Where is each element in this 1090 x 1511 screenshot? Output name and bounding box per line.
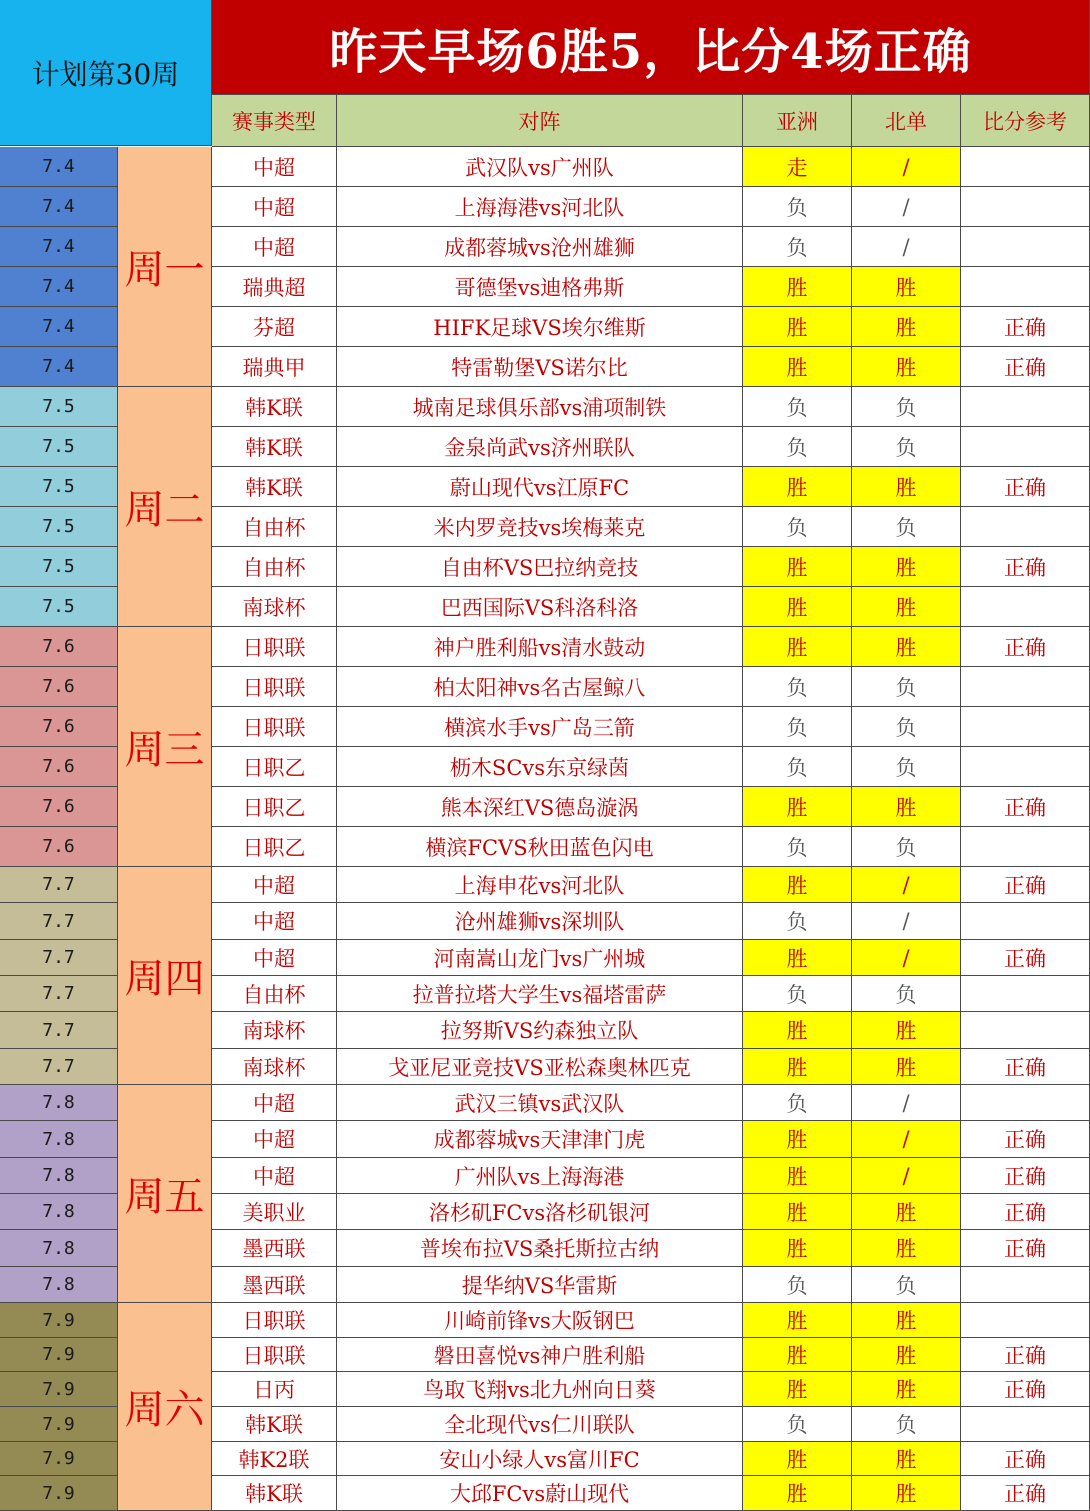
row-date: 7.8 <box>0 1194 118 1230</box>
result-banner: 昨天早场6胜5，比分4场正确 <box>212 0 1090 95</box>
row-league: 韩K联 <box>212 1476 337 1511</box>
row-score-ref: 正确 <box>961 307 1090 347</box>
row-asia-result: 胜 <box>743 1442 852 1476</box>
row-match: 磐田喜悦vs神户胜利船 <box>337 1338 743 1372</box>
row-beidan-result: 负 <box>852 667 961 707</box>
row-score-ref <box>961 1012 1090 1049</box>
row-match: 沧州雄狮vs深圳队 <box>337 903 743 940</box>
row-league: 韩K联 <box>212 427 337 467</box>
row-score-ref: 正确 <box>961 787 1090 827</box>
column-header-score-ref: 比分参考 <box>961 95 1090 147</box>
row-date: 7.8 <box>0 1121 118 1158</box>
row-date: 7.4 <box>0 147 118 187</box>
row-match: 洛杉矶FCvs洛杉矶银河 <box>337 1194 743 1230</box>
row-league: 瑞典甲 <box>212 347 337 387</box>
row-asia-result: 负 <box>743 1267 852 1303</box>
row-asia-result: 胜 <box>743 940 852 976</box>
row-match: 城南足球俱乐部vs浦项制铁 <box>337 387 743 427</box>
row-league: 芬超 <box>212 307 337 347</box>
row-league: 韩K联 <box>212 1407 337 1442</box>
row-date: 7.5 <box>0 467 118 507</box>
row-date: 7.6 <box>0 827 118 867</box>
row-score-ref: 正确 <box>961 1230 1090 1267</box>
row-asia-result: 负 <box>743 747 852 787</box>
row-score-ref <box>961 587 1090 627</box>
row-asia-result: 负 <box>743 427 852 467</box>
row-asia-result: 负 <box>743 707 852 747</box>
row-score-ref <box>961 387 1090 427</box>
row-date: 7.4 <box>0 227 118 267</box>
row-date: 7.7 <box>0 940 118 976</box>
row-asia-result: 胜 <box>743 1194 852 1230</box>
row-beidan-result: 负 <box>852 507 961 547</box>
row-league: 南球杯 <box>212 1012 337 1049</box>
row-asia-result: 胜 <box>743 867 852 903</box>
row-date: 7.6 <box>0 787 118 827</box>
row-match: 拉普拉塔大学生vs福塔雷萨 <box>337 976 743 1012</box>
row-league: 中超 <box>212 1121 337 1158</box>
row-asia-result: 负 <box>743 387 852 427</box>
row-date: 7.6 <box>0 707 118 747</box>
row-asia-result: 胜 <box>743 1230 852 1267</box>
row-league: 自由杯 <box>212 976 337 1012</box>
row-score-ref <box>961 227 1090 267</box>
row-beidan-result: 胜 <box>852 1338 961 1372</box>
plan-week-label: 计划第30周 <box>0 0 212 146</box>
row-beidan-result: / <box>852 867 961 903</box>
row-asia-result: 胜 <box>743 1338 852 1372</box>
row-score-ref: 正确 <box>961 627 1090 667</box>
row-score-ref: 正确 <box>961 1121 1090 1158</box>
row-match: 戈亚尼亚竞技VS亚松森奥林匹克 <box>337 1049 743 1085</box>
row-league: 中超 <box>212 187 337 227</box>
row-match: 成都蓉城vs天津津门虎 <box>337 1121 743 1158</box>
weekday-label: 周五 <box>118 1085 212 1303</box>
row-match: 神户胜利船vs清水鼓动 <box>337 627 743 667</box>
row-match: 横滨FCVS秋田蓝色闪电 <box>337 827 743 867</box>
row-beidan-result: 负 <box>852 976 961 1012</box>
row-league: 南球杯 <box>212 1049 337 1085</box>
row-score-ref <box>961 507 1090 547</box>
row-score-ref: 正确 <box>961 1338 1090 1372</box>
row-league: 日职联 <box>212 707 337 747</box>
row-date: 7.9 <box>0 1476 118 1511</box>
row-beidan-result: 胜 <box>852 1049 961 1085</box>
weekday-label: 周四 <box>118 867 212 1085</box>
row-score-ref: 正确 <box>961 1194 1090 1230</box>
row-beidan-result: 胜 <box>852 1372 961 1407</box>
row-date: 7.4 <box>0 267 118 307</box>
row-league: 中超 <box>212 867 337 903</box>
row-date: 7.7 <box>0 903 118 940</box>
row-league: 日丙 <box>212 1372 337 1407</box>
row-asia-result: 胜 <box>743 587 852 627</box>
weekday-label: 周三 <box>118 627 212 867</box>
column-header-type: 赛事类型 <box>212 95 337 147</box>
row-date: 7.9 <box>0 1407 118 1442</box>
row-league: 韩K联 <box>212 467 337 507</box>
row-score-ref: 正确 <box>961 467 1090 507</box>
row-score-ref <box>961 1085 1090 1121</box>
row-match: 上海申花vs河北队 <box>337 867 743 903</box>
row-match: 枥木SCvs东京绿茵 <box>337 747 743 787</box>
row-match: 普埃布拉VS桑托斯拉古纳 <box>337 1230 743 1267</box>
row-league: 日职联 <box>212 627 337 667</box>
row-date: 7.5 <box>0 547 118 587</box>
row-asia-result: 负 <box>743 827 852 867</box>
row-date: 7.4 <box>0 307 118 347</box>
row-date: 7.6 <box>0 667 118 707</box>
row-score-ref <box>961 827 1090 867</box>
row-score-ref <box>961 427 1090 467</box>
row-score-ref: 正确 <box>961 1049 1090 1085</box>
row-score-ref: 正确 <box>961 347 1090 387</box>
row-league: 中超 <box>212 903 337 940</box>
row-date: 7.6 <box>0 747 118 787</box>
weekday-label: 周一 <box>118 147 212 387</box>
row-match: 安山小绿人vs富川FC <box>337 1442 743 1476</box>
row-beidan-result: 胜 <box>852 1476 961 1511</box>
row-asia-result: 胜 <box>743 267 852 307</box>
row-league: 中超 <box>212 940 337 976</box>
row-asia-result: 胜 <box>743 1158 852 1194</box>
row-match: 川崎前锋vs大阪钢巴 <box>337 1303 743 1338</box>
row-league: 自由杯 <box>212 507 337 547</box>
row-asia-result: 负 <box>743 1407 852 1442</box>
row-asia-result: 胜 <box>743 467 852 507</box>
row-match: 自由杯VS巴拉纳竞技 <box>337 547 743 587</box>
row-asia-result: 负 <box>743 976 852 1012</box>
row-date: 7.5 <box>0 507 118 547</box>
row-score-ref: 正确 <box>961 1476 1090 1511</box>
row-beidan-result: / <box>852 940 961 976</box>
row-beidan-result: 负 <box>852 427 961 467</box>
row-league: 中超 <box>212 147 337 187</box>
row-league: 日职联 <box>212 1303 337 1338</box>
row-beidan-result: 胜 <box>852 787 961 827</box>
row-date: 7.8 <box>0 1230 118 1267</box>
row-match: 巴西国际VS科洛科洛 <box>337 587 743 627</box>
row-league: 日职乙 <box>212 787 337 827</box>
row-asia-result: 负 <box>743 187 852 227</box>
row-asia-result: 负 <box>743 227 852 267</box>
row-match: 鸟取飞翔vs北九州向日葵 <box>337 1372 743 1407</box>
row-match: 广州队vs上海海港 <box>337 1158 743 1194</box>
row-league: 南球杯 <box>212 587 337 627</box>
row-league: 日职联 <box>212 667 337 707</box>
row-match: 拉努斯VS约森独立队 <box>337 1012 743 1049</box>
row-asia-result: 负 <box>743 667 852 707</box>
row-league: 日职乙 <box>212 827 337 867</box>
row-beidan-result: 胜 <box>852 1012 961 1049</box>
row-asia-result: 胜 <box>743 347 852 387</box>
row-match: 金泉尚武vs济州联队 <box>337 427 743 467</box>
row-asia-result: 胜 <box>743 1476 852 1511</box>
row-beidan-result: 胜 <box>852 347 961 387</box>
row-match: 成都蓉城vs沧州雄狮 <box>337 227 743 267</box>
row-score-ref <box>961 1303 1090 1338</box>
row-match: 柏太阳神vs名古屋鲸八 <box>337 667 743 707</box>
row-date: 7.8 <box>0 1267 118 1303</box>
row-score-ref: 正确 <box>961 1442 1090 1476</box>
row-beidan-result: 胜 <box>852 1303 961 1338</box>
row-league: 日职联 <box>212 1338 337 1372</box>
row-asia-result: 胜 <box>743 1049 852 1085</box>
row-beidan-result: 负 <box>852 747 961 787</box>
row-league: 自由杯 <box>212 547 337 587</box>
row-league: 韩K联 <box>212 387 337 427</box>
row-date: 7.8 <box>0 1158 118 1194</box>
row-league: 中超 <box>212 1158 337 1194</box>
row-date: 7.8 <box>0 1085 118 1121</box>
row-beidan-result: 胜 <box>852 267 961 307</box>
row-asia-result: 负 <box>743 507 852 547</box>
row-date: 7.5 <box>0 587 118 627</box>
row-beidan-result: / <box>852 1158 961 1194</box>
row-date: 7.9 <box>0 1338 118 1372</box>
row-score-ref <box>961 147 1090 187</box>
row-score-ref: 正确 <box>961 1158 1090 1194</box>
row-league: 墨西联 <box>212 1267 337 1303</box>
row-match: 米内罗竞技vs埃梅莱克 <box>337 507 743 547</box>
row-beidan-result: 胜 <box>852 587 961 627</box>
row-score-ref <box>961 707 1090 747</box>
row-match: 熊本深红VS德岛漩涡 <box>337 787 743 827</box>
row-league: 瑞典超 <box>212 267 337 307</box>
row-beidan-result: 胜 <box>852 467 961 507</box>
row-league: 美职业 <box>212 1194 337 1230</box>
row-asia-result: 胜 <box>743 307 852 347</box>
row-date: 7.7 <box>0 1049 118 1085</box>
row-beidan-result: 负 <box>852 827 961 867</box>
row-match: 特雷勒堡VS诺尔比 <box>337 347 743 387</box>
row-score-ref: 正确 <box>961 547 1090 587</box>
row-date: 7.9 <box>0 1372 118 1407</box>
row-beidan-result: 负 <box>852 1407 961 1442</box>
row-beidan-result: / <box>852 903 961 940</box>
weekday-label: 周六 <box>118 1303 212 1511</box>
row-asia-result: 胜 <box>743 1372 852 1407</box>
row-beidan-result: / <box>852 227 961 267</box>
row-beidan-result: 胜 <box>852 1194 961 1230</box>
row-beidan-result: 胜 <box>852 307 961 347</box>
row-score-ref <box>961 187 1090 227</box>
column-header-asia: 亚洲 <box>743 95 852 147</box>
row-asia-result: 胜 <box>743 547 852 587</box>
row-match: 上海海港vs河北队 <box>337 187 743 227</box>
row-score-ref <box>961 976 1090 1012</box>
row-match: 横滨水手vs广岛三箭 <box>337 707 743 747</box>
row-asia-result: 走 <box>743 147 852 187</box>
row-beidan-result: 胜 <box>852 1230 961 1267</box>
row-match: 武汉队vs广州队 <box>337 147 743 187</box>
row-score-ref <box>961 903 1090 940</box>
column-header-beidan: 北单 <box>852 95 961 147</box>
row-beidan-result: 负 <box>852 707 961 747</box>
row-asia-result: 胜 <box>743 627 852 667</box>
row-asia-result: 负 <box>743 1085 852 1121</box>
row-asia-result: 胜 <box>743 1121 852 1158</box>
row-date: 7.7 <box>0 1012 118 1049</box>
weekday-label: 周二 <box>118 387 212 627</box>
row-match: 提华纳VS华雷斯 <box>337 1267 743 1303</box>
row-score-ref: 正确 <box>961 1372 1090 1407</box>
row-beidan-result: 胜 <box>852 627 961 667</box>
row-match: 武汉三镇vs武汉队 <box>337 1085 743 1121</box>
row-beidan-result: / <box>852 1085 961 1121</box>
row-score-ref <box>961 267 1090 307</box>
column-header-match: 对阵 <box>337 95 743 147</box>
row-score-ref: 正确 <box>961 940 1090 976</box>
row-score-ref <box>961 667 1090 707</box>
row-league: 墨西联 <box>212 1230 337 1267</box>
row-date: 7.4 <box>0 187 118 227</box>
row-score-ref <box>961 747 1090 787</box>
row-beidan-result: 胜 <box>852 547 961 587</box>
row-date: 7.4 <box>0 347 118 387</box>
row-asia-result: 负 <box>743 903 852 940</box>
row-score-ref: 正确 <box>961 867 1090 903</box>
row-score-ref <box>961 1267 1090 1303</box>
row-match: 哥德堡vs迪格弗斯 <box>337 267 743 307</box>
row-date: 7.5 <box>0 427 118 467</box>
row-date: 7.5 <box>0 387 118 427</box>
row-match: 全北现代vs仁川联队 <box>337 1407 743 1442</box>
row-score-ref <box>961 1407 1090 1442</box>
row-match: 蔚山现代vs江原FC <box>337 467 743 507</box>
row-league: 韩K2联 <box>212 1442 337 1476</box>
row-date: 7.9 <box>0 1442 118 1476</box>
row-date: 7.7 <box>0 976 118 1012</box>
row-beidan-result: / <box>852 187 961 227</box>
row-asia-result: 胜 <box>743 1012 852 1049</box>
row-beidan-result: 负 <box>852 1267 961 1303</box>
row-beidan-result: 负 <box>852 387 961 427</box>
row-date: 7.7 <box>0 867 118 903</box>
row-match: 河南嵩山龙门vs广州城 <box>337 940 743 976</box>
row-asia-result: 胜 <box>743 1303 852 1338</box>
row-league: 日职乙 <box>212 747 337 787</box>
row-league: 中超 <box>212 1085 337 1121</box>
row-asia-result: 胜 <box>743 787 852 827</box>
row-league: 中超 <box>212 227 337 267</box>
row-match: 大邱FCvs蔚山现代 <box>337 1476 743 1511</box>
row-date: 7.9 <box>0 1303 118 1338</box>
row-beidan-result: 胜 <box>852 1442 961 1476</box>
row-date: 7.6 <box>0 627 118 667</box>
row-beidan-result: / <box>852 1121 961 1158</box>
row-match: HIFK足球VS埃尔维斯 <box>337 307 743 347</box>
row-beidan-result: / <box>852 147 961 187</box>
